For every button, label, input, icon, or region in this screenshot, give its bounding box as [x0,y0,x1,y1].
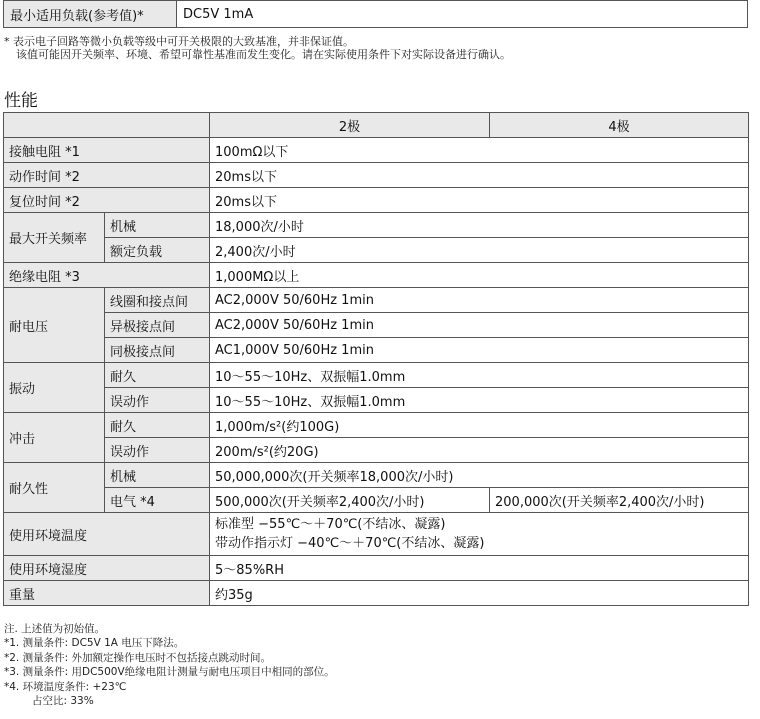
sub-label: 线圈和接点间 [105,288,210,313]
row-value: 20ms以下 [210,188,749,213]
row-value: 10～55～10Hz、双振幅1.0mm [210,363,749,388]
min-load-value: DC5V 1mA [177,1,748,28]
footnote: 占空比: 33% [32,695,94,708]
table-row [4,338,749,363]
row-label: 接触电阻 *1 [4,138,210,163]
sub-label: 误动作 [105,438,210,463]
row-value [210,513,749,556]
note-line: 该值可能因开关频率、环境、希望可靠性基准而发生变化。请在实际使用条件下对实际设备进行确认。 [16,48,511,61]
table-row [4,188,749,213]
row-label: 复位时间 *2 [4,188,210,213]
note-block [4,35,511,61]
row-label: 使用环境温度 [4,513,210,556]
performance-table [3,112,749,606]
temp-line-indicator: 带动作指示灯 −40℃～＋70℃(不结冰、凝露) [215,536,485,551]
sub-label: 耐久 [105,363,210,388]
sub-label: 机械 [105,213,210,238]
table-row [4,163,749,188]
table-row [4,513,749,556]
sub-label: 电气 *4 [105,488,210,513]
row-label: 冲击 [4,413,105,463]
table-row [4,313,749,338]
table-row [4,363,749,388]
row-value: AC2,000V 50/60Hz 1min [210,288,749,313]
row-value: 1,000MΩ以上 [210,263,749,288]
table-row [4,488,749,513]
row-value: AC2,000V 50/60Hz 1min [210,313,749,338]
row-label: 耐电压 [4,288,105,363]
column-header-2pole: 2极 [210,113,490,138]
row-value: 2,400次/小时 [210,238,749,263]
row-label: 振动 [4,363,105,413]
row-value: 5～85%RH [210,556,749,581]
row-value: 10～55～10Hz、双振幅1.0mm [210,388,749,413]
table-header-row [4,113,749,138]
footnotes [4,622,335,708]
table-row [4,413,749,438]
row-label: 动作时间 *2 [4,163,210,188]
row-value: 100mΩ以下 [210,138,749,163]
row-value: 约35g [210,581,749,606]
row-label: 最大开关频率 [4,213,105,263]
section-title: 性能 [4,91,38,111]
footnote: *4. 环境温度条件: +23℃ [4,680,127,693]
row-value: 20ms以下 [210,163,749,188]
row-value: 18,000次/小时 [210,213,749,238]
sub-label: 额定负载 [105,238,210,263]
table-row [4,288,749,313]
table-row [4,388,749,413]
table-row [4,581,749,606]
footnote: *2. 测量条件: 外加额定操作电压时不包括接点跳动时间。 [4,651,271,664]
row-label: 重量 [4,581,210,606]
row-value-4pole: 200,000次(开关频率2,400次/小时) [490,488,749,513]
table-row [4,556,749,581]
row-label: 使用环境湿度 [4,556,210,581]
table-row [4,263,749,288]
row-value-2pole: 500,000次(开关频率2,400次/小时) [210,488,490,513]
sub-label: 耐久 [105,413,210,438]
row-value: 200m/s²(约20G) [210,438,749,463]
row-label: 耐久性 [4,463,105,513]
sub-label: 异极接点间 [105,313,210,338]
table-row [4,213,749,238]
header-blank [4,113,210,138]
sub-label: 机械 [105,463,210,488]
footnote: *1. 测量条件: DC5V 1A 电压下降法。 [4,637,185,650]
row-value: 50,000,000次(开关频率18,000次/小时) [210,463,749,488]
footnote: *3. 测量条件: 用DC500V绝缘电阻计测量与耐电压项目中相同的部位。 [4,666,335,679]
table-row [4,138,749,163]
top-spec-table [3,0,748,28]
table-row [4,438,749,463]
row-value: 1,000m/s²(约100G) [210,413,749,438]
table-row [4,238,749,263]
sub-label: 同极接点间 [105,338,210,363]
min-load-label: 最小适用负载(参考值)* [4,1,177,28]
sub-label: 误动作 [105,388,210,413]
note-line: * 表示电子回路等微小负载等级中可开关极限的大致基准，并非保证值。 [4,35,354,48]
table-row [4,1,748,28]
table-row [4,463,749,488]
column-header-4pole: 4极 [490,113,749,138]
row-value: AC1,000V 50/60Hz 1min [210,338,749,363]
temp-line-standard: 标准型 −55℃～＋70℃(不结冰、凝露) [215,517,446,532]
row-label: 绝缘电阻 *3 [4,263,210,288]
footnote: 注. 上述值为初始值。 [4,623,106,635]
